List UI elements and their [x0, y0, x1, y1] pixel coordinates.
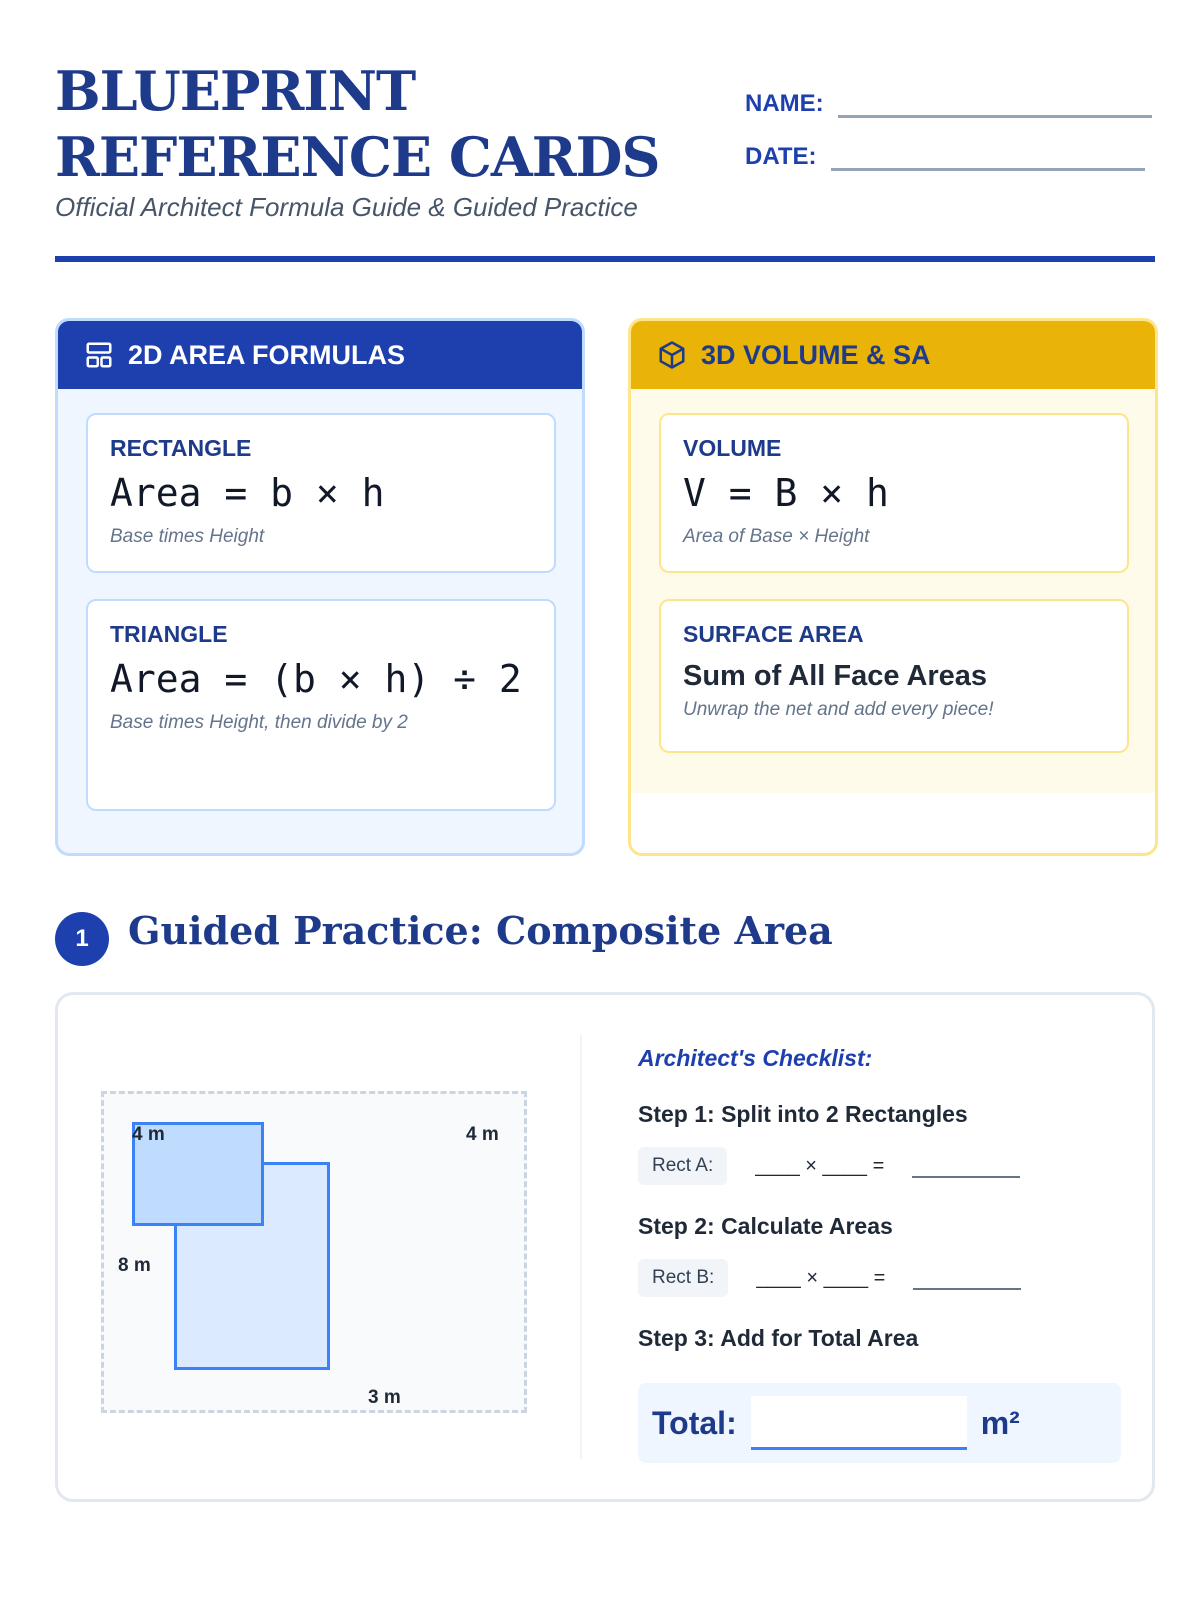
practice-section-title: Guided Practice: Composite Area: [128, 908, 833, 953]
page-subtitle: Official Architect Formula Guide & Guided Practice: [55, 192, 638, 222]
dimension-bottom: 3 m: [368, 1387, 401, 1408]
triangle-description: Base times Height, then divide by 2: [110, 712, 408, 733]
triangle-formula: Area = (b × h) ÷ 2: [110, 657, 522, 701]
rectangle-formula-card: [86, 413, 556, 573]
rect-a-label: Rect A:: [638, 1147, 727, 1185]
composite-shape-diagram: [101, 1091, 527, 1413]
checklist-title: Architect's Checklist:: [638, 1045, 873, 1071]
layout-icon: [84, 340, 114, 370]
rect-a-expression[interactable]: ____ × ____ =: [755, 1154, 885, 1177]
total-unit: m²: [980, 1404, 1020, 1441]
surface-area-name: SURFACE AREA: [683, 621, 864, 647]
area-card-title: 2D AREA FORMULAS: [128, 339, 406, 370]
name-line[interactable]: [838, 90, 1152, 118]
area-card-body: [58, 389, 582, 856]
rect-a-answer[interactable]: [912, 1154, 1020, 1178]
total-label: Total:: [652, 1404, 737, 1441]
name-field: [745, 90, 1152, 118]
rect-b-answer[interactable]: [913, 1266, 1021, 1290]
surface-area-card: [659, 599, 1129, 753]
step-1: Step 1: Split into 2 Rectangles: [638, 1101, 968, 1127]
triangle-name: TRIANGLE: [110, 621, 228, 647]
rect-a-row: [638, 1147, 1020, 1185]
volume-card-header: [631, 321, 1155, 389]
surface-area-description: Unwrap the net and add every piece!: [683, 699, 994, 720]
volume-description: Area of Base × Height: [683, 526, 870, 547]
title-line-2: REFERENCE CARDS: [55, 125, 660, 189]
header-divider: [55, 256, 1155, 262]
cube-icon: [657, 340, 687, 370]
rectangle-description: Base times Height: [110, 526, 265, 547]
surface-area-formula: Sum of All Face Areas: [683, 660, 988, 692]
volume-name: VOLUME: [683, 435, 782, 461]
dimension-top-right: 4 m: [466, 1124, 499, 1145]
date-line[interactable]: [831, 143, 1145, 171]
total-area-box: [638, 1383, 1121, 1463]
step-2: Step 2: Calculate Areas: [638, 1213, 893, 1239]
dimension-top-left: 4 m: [132, 1124, 165, 1145]
rectangle-formula: Area = b × h: [110, 471, 385, 515]
triangle-formula-card: [86, 599, 556, 811]
volume-card-body: [631, 389, 1155, 793]
area-card-header: [58, 321, 582, 389]
dimension-left: 8 m: [118, 1255, 151, 1276]
area-formulas-card: [55, 318, 585, 856]
step-3: Step 3: Add for Total Area: [638, 1325, 919, 1351]
volume-card-title: 3D VOLUME & SA: [701, 339, 931, 370]
rectangle-name: RECTANGLE: [110, 435, 252, 461]
practice-panel: [55, 992, 1155, 1502]
date-label: DATE:: [745, 143, 817, 170]
date-field: [745, 143, 1145, 171]
title-line-1: BLUEPRINT: [55, 59, 416, 123]
worksheet-header: [55, 58, 1155, 222]
volume-sa-card: [628, 318, 1158, 856]
rect-b-expression[interactable]: ____ × ____ =: [756, 1266, 886, 1289]
rect-b-row: [638, 1259, 1021, 1297]
name-label: NAME:: [745, 90, 824, 117]
section-number-badge: 1: [55, 912, 109, 966]
total-area-input[interactable]: [751, 1396, 967, 1450]
panel-divider: [580, 1035, 582, 1459]
rect-b-label: Rect B:: [638, 1259, 728, 1297]
volume-formula-card: [659, 413, 1129, 573]
volume-formula: V = B × h: [683, 471, 889, 515]
